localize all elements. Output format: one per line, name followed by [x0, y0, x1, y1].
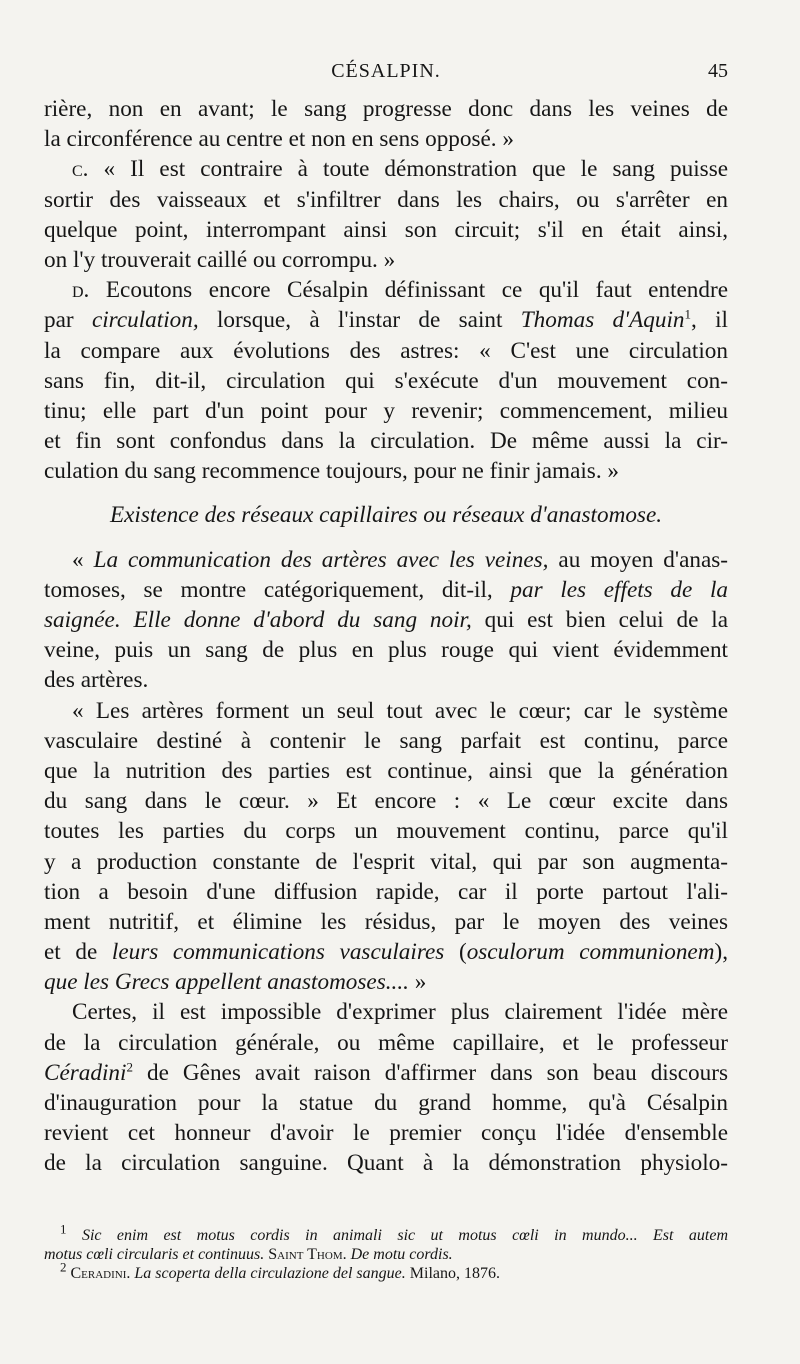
- text-line: que la nutrition des parties est continue, ainsi que la génération: [44, 757, 728, 784]
- text-line: toutes les parties du corps un mouvement continu, parce qu'il: [44, 818, 728, 845]
- text-span: Saint Thom.: [264, 1246, 351, 1263]
- paragraph-label: d.: [72, 277, 90, 304]
- footnotes: [44, 1221, 729, 1283]
- text-line: y a production constante de l'esprit vital, qui par son augmenta-: [44, 848, 728, 875]
- text-line: et fin sont confondus dans la circulation. De même aussi la cir-: [44, 428, 728, 455]
- footnote-line: [44, 1221, 729, 1245]
- paragraph-label: c.: [72, 156, 89, 183]
- text-line: [44, 605, 728, 635]
- running-title: CÉSALPIN.: [331, 60, 441, 82]
- text-line: Certes, il est impossible d'exprimer plus clairement l'idée mère: [72, 999, 728, 1026]
- text-line: culation du sang recommence toujours, pour ne finir jamais. »: [44, 458, 620, 485]
- text-span: au moyen d'anas-: [548, 546, 729, 573]
- text-span: Milano, 1876.: [405, 1265, 500, 1282]
- text-line: du sang dans le cœur. » Et encore : « Le cœur excite dans: [44, 788, 728, 815]
- text-span: et de: [44, 939, 112, 966]
- text-span: , il: [690, 307, 728, 334]
- footnote-line: [44, 1245, 728, 1264]
- footnote-ref: 1: [684, 306, 691, 322]
- text-span: »: [408, 969, 427, 996]
- text-line: tinu; elle part d'un point pour y revenir; commencement, milieu: [44, 397, 728, 424]
- italic-span: Thomas d'Aquin: [520, 307, 685, 334]
- footnote-ref: 2: [126, 1059, 133, 1075]
- text-line: vasculaire destiné à contenir le sang parfait est continu, parce: [44, 727, 728, 754]
- text-span: (: [444, 939, 467, 966]
- italic-span: osculorum communionem: [466, 939, 715, 966]
- text-line: [44, 937, 728, 967]
- section-heading: Existence des réseaux capillaires ou réseaux d'anastomose.: [109, 502, 663, 529]
- text-line: sans fin, dit-il, circulation qui s'exécute d'un mouvement con-: [44, 367, 728, 394]
- text-line: ment nutritif, et élimine les résidus, par le moyen des veines: [44, 908, 728, 935]
- text-line: [44, 305, 728, 335]
- text-span: Ceradini.: [70, 1265, 135, 1282]
- text-span: Ecoutons encore Césalpin définissant ce qu'il faut entendre: [105, 277, 728, 304]
- italic-span: circulation,: [91, 307, 199, 334]
- text-line: des artères.: [44, 667, 149, 694]
- text-span: lorsque, à l'instar de saint: [198, 307, 521, 334]
- italic-span: Céradini: [44, 1059, 127, 1086]
- text-line: veine, puis un sang de plus en plus rouge qui vient évidemment: [44, 637, 728, 664]
- text-span: «: [72, 546, 94, 573]
- text-line: la compare aux évolutions des astres: « C'est une circulation: [44, 337, 728, 364]
- text-span: de Gênes avait raison d'affirmer dans son beau discours: [132, 1059, 728, 1086]
- italic-span: saignée. Elle donne d'abord du sang noir,: [44, 607, 472, 633]
- text-span: qui est bien celui de la: [471, 607, 728, 633]
- text-line: revient cet honneur d'avoir le premier conçu l'idée d'ensemble: [44, 1120, 728, 1147]
- italic-span: La communication des artères avec les veines,: [93, 546, 549, 573]
- italic-span: La scoperta della circulazione del sangue.: [134, 1265, 406, 1282]
- text-line: on l'y trouverait caillé ou corrompu. »: [44, 246, 396, 273]
- italic-span: Sic enim est motus cordis in animali sic ut motus cœli in mundo... Est autem: [81, 1227, 729, 1244]
- text-line: [44, 545, 728, 575]
- text-span: tomoses, se montre catégoriquement, dit-il,: [44, 576, 511, 603]
- text-line: d'inauguration pour la statue du grand homme, qu'à Césalpin: [44, 1090, 728, 1116]
- body-text: [44, 94, 728, 1179]
- page-header: [44, 60, 728, 88]
- text-span: ),: [714, 939, 728, 966]
- text-line: rière, non en avant; le sang progresse donc dans les veines de: [44, 96, 728, 122]
- text-span: par: [44, 307, 92, 334]
- text-line: [44, 1058, 728, 1088]
- text-line: [44, 967, 728, 997]
- footnote-number: 2: [60, 1259, 67, 1275]
- italic-span: leurs communications vasculaires: [111, 939, 445, 966]
- spacer: [44, 531, 728, 545]
- text-line: sortir des vaisseaux et s'infiltrer dans les chairs, ou s'arrêter en: [44, 186, 728, 213]
- italic-span: par les effets de la: [510, 576, 728, 603]
- text-line: [44, 154, 728, 184]
- spacer: [44, 486, 728, 500]
- italic-span: De motu cordis.: [350, 1246, 453, 1263]
- text-line: de la circulation générale, ou même capillaire, et le professeur: [44, 1029, 728, 1056]
- text-span: « Il est contraire à toute démonstration que le sang puisse: [103, 156, 729, 183]
- footnote-number: 1: [60, 1221, 67, 1237]
- text-line: quelque point, interrompant ainsi son circuit; s'il en était ainsi,: [44, 216, 728, 243]
- text-line: la circonférence au centre et non en sens opposé. »: [44, 126, 514, 153]
- page-number: 45: [708, 60, 728, 82]
- italic-span: que les Grecs appellent anastomoses....: [44, 969, 409, 996]
- text-line: de la circulation sanguine. Quant à la démonstration physiolo-: [44, 1150, 728, 1177]
- text-line: tion a besoin d'une diffusion rapide, car il porte partout l'ali-: [44, 878, 728, 905]
- text-line: « Les artères forment un seul tout avec le cœur; car le système: [72, 697, 728, 724]
- italic-span: motus cœli circularis et continuus.: [44, 1246, 265, 1263]
- text-line: [44, 275, 728, 305]
- text-line: [44, 575, 728, 605]
- footnote-line: [44, 1259, 728, 1283]
